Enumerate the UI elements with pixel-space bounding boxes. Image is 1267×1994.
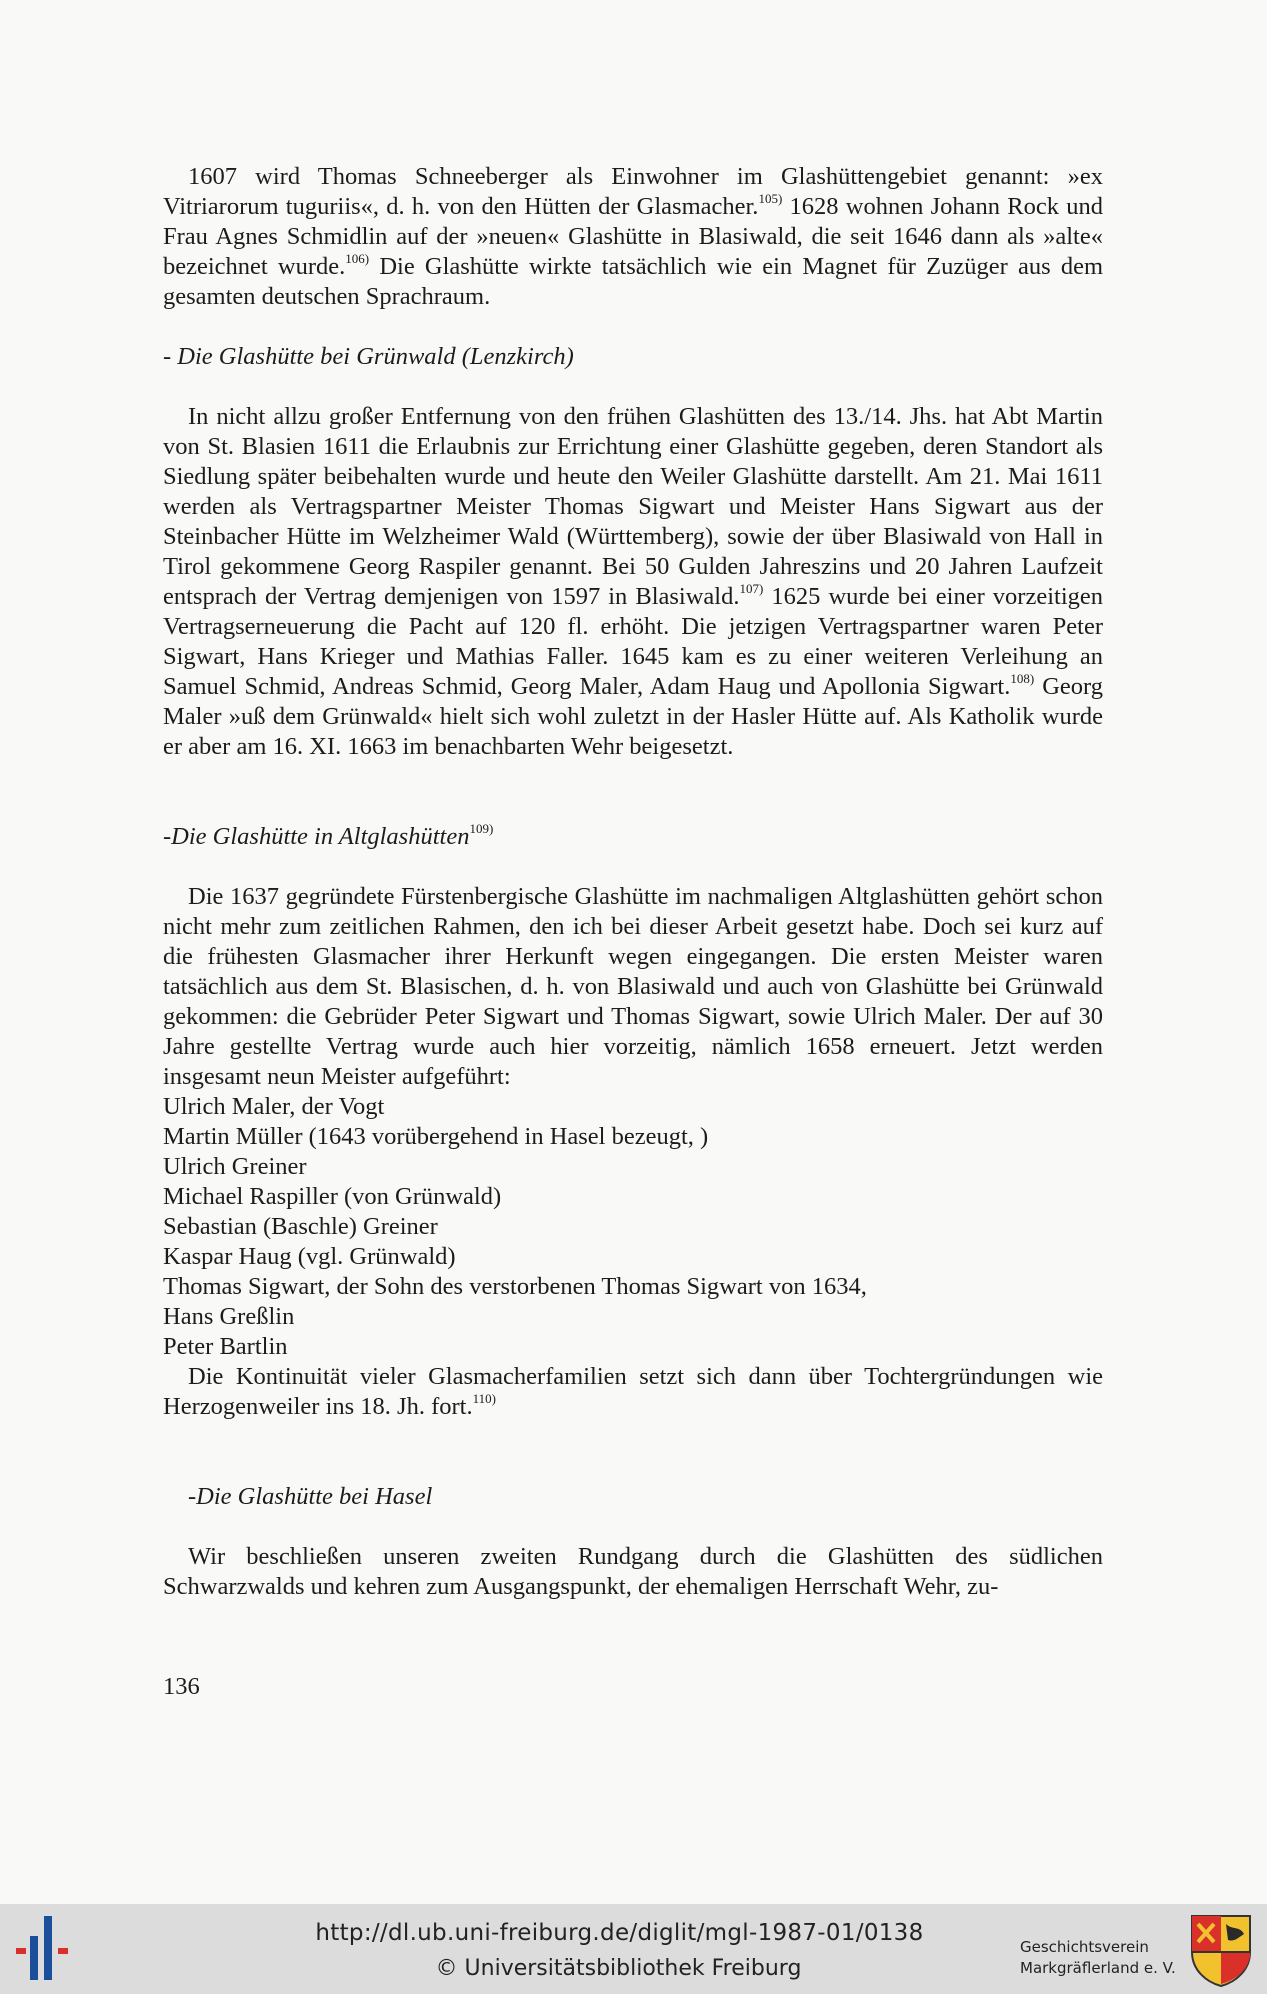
text-run: In nicht allzu großer Entfernung von den frühen Glashütten des 13./14. Jhs. hat Abt Martin von St. Blasien 1611 die Erlaubnis zur Errichtung einer Glashütte gegeben, deren Standort als Siedlung später beibehalten wurde und heute den Weiler Glashütte darstellt. Am 21. Mai 1611 werden als Vertragspartner Meister Thomas Sigwart und Meister Hans Sigwart aus der Steinbacher Hütte im Welzheimer Wald (Württemberg), sowie der über Blasiwald von Hall in Tirol gekommene Georg Raspiler genannt. Bei 50 Gulden Jahreszins und 20 Jahren Laufzeit entsprach der Vertrag demjenigen von 1597 in Blasiwald. bbox=[163, 403, 1103, 610]
page-number: 136 bbox=[163, 1673, 200, 1700]
list-item: Michael Raspiller (von Grünwald) bbox=[163, 1183, 502, 1210]
permalink-url[interactable]: http://dl.ub.uni-freiburg.de/diglit/mgl-1987-01/0138 bbox=[315, 1920, 924, 1946]
text-run: Georg Maler »uß dem Grünwald« hielt sich wohl zuletzt in der Hasler Hütte auf. Als Katholik wurde er aber am 16. XI. 1663 im benachbarten Wehr beigesetzt. bbox=[163, 673, 1103, 760]
list-item: Hans Greßlin bbox=[163, 1303, 295, 1330]
paragraph-1 bbox=[163, 162, 1103, 312]
paragraph-5: Wir beschließen unseren zweiten Rundgang durch die Glashütten des südlichen Schwarzwalds und kehren zum Ausgangspunkt, der ehemaligen Herrschaft Wehr, zu- bbox=[163, 1543, 1103, 1600]
society-name bbox=[1020, 1937, 1176, 1979]
list-item: Martin Müller (1643 vorübergehend in Hasel bezeugt, ) bbox=[163, 1123, 709, 1150]
paragraph-2 bbox=[163, 402, 1103, 762]
masters-list bbox=[163, 1092, 1103, 1362]
list-item: Sebastian (Baschle) Greiner bbox=[163, 1213, 438, 1240]
footnote-ref-105: 105) bbox=[758, 191, 783, 206]
list-item: Kaspar Haug (vgl. Grünwald) bbox=[163, 1243, 456, 1270]
list-item: Peter Bartlin bbox=[163, 1333, 288, 1360]
coat-of-arms-icon bbox=[1188, 1912, 1254, 1988]
text-run: 1607 wird Thomas Schneeberger als Einwohner im Glashüttengebiet genannt: »ex Vitriarorum tuguriis«, d. h. von den Hütten der Glasmacher. bbox=[163, 163, 1103, 220]
paragraph-4 bbox=[163, 1362, 1103, 1422]
society-line-1: Geschichtsverein bbox=[1020, 1938, 1149, 1956]
paragraph-3: Die 1637 gegründete Fürstenbergische Glashütte im nachmaligen Altglashütten gehört schon nicht mehr zum zeitlichen Rahmen, den ich bei dieser Arbeit gesetzt habe. Doch sei kurz auf die frühesten Glasmacher ihrer Herkunft wegen eingegangen. Die ersten Meister waren tatsächlich aus dem St. Blasischen, d. h. von Blasiwald und auch von Glashütte bei Grünwald gekommen: die Gebrüder Peter Sigwart und Thomas Sigwart, sowie Ulrich Maler. Der auf 30 Jahre gestellte Vertrag wurde auch hier vorzeitig, nämlich 1658 erneuert. Jetzt werden insgesamt neun Meister aufgeführt: bbox=[163, 883, 1103, 1090]
footnote-ref-107: 107) bbox=[739, 581, 764, 596]
copyright-text: © Universitätsbibliothek Freiburg bbox=[435, 1956, 802, 1981]
text-run: 1625 wurde bei einer vorzeitigen Vertragserneuerung die Pacht auf 120 fl. erhöht. Die jetzigen Vertragspartner waren Peter Sigwart, Hans Krieger und Mathias Faller. 1645 kam es zu einer weiteren Verleihung an Samuel Schmid, Andreas Schmid, Georg Maler, Adam Haug und Apollonia Sigwart. bbox=[163, 583, 1103, 700]
text-run: Die Kontinuität vieler Glasmacherfamilien setzt sich dann über Tochtergründungen wie Herzogenweiler ins 18. Jh. fort. bbox=[163, 1363, 1103, 1420]
list-item: Ulrich Maler, der Vogt bbox=[163, 1093, 385, 1120]
footnote-ref-108: 108) bbox=[1010, 671, 1035, 686]
footnote-ref-110: 110) bbox=[472, 1391, 496, 1406]
section-heading-altglashuetten bbox=[163, 822, 1103, 852]
section-heading-gruenwald: - Die Glashütte bei Grünwald (Lenzkirch) bbox=[163, 343, 574, 370]
text-run: 1628 wohnen Johann Rock und Frau Agnes Schmidlin auf der »neuen« Glashütte in Blasiwald, die seit 1646 dann als »alte« bezeichnet wurde. bbox=[163, 193, 1103, 280]
footnote-ref-109: 109) bbox=[469, 821, 494, 836]
list-item: Thomas Sigwart, der Sohn des verstorbenen Thomas Sigwart von 1634, bbox=[163, 1273, 867, 1300]
section-heading-hasel: -Die Glashütte bei Hasel bbox=[188, 1483, 433, 1510]
text-run: Die Glashütte wirkte tatsächlich wie ein Magnet für Zuzüger aus dem gesamten deutschen Sprachraum. bbox=[163, 253, 1103, 310]
list-item: Ulrich Greiner bbox=[163, 1153, 307, 1180]
page-body bbox=[163, 162, 1103, 1602]
society-line-2: Markgräflerland e. V. bbox=[1020, 1959, 1176, 1977]
heading-text: -Die Glashütte in Altglashütten bbox=[163, 823, 470, 850]
footnote-ref-106: 106) bbox=[345, 251, 370, 266]
viewer-footer bbox=[0, 1904, 1267, 1994]
